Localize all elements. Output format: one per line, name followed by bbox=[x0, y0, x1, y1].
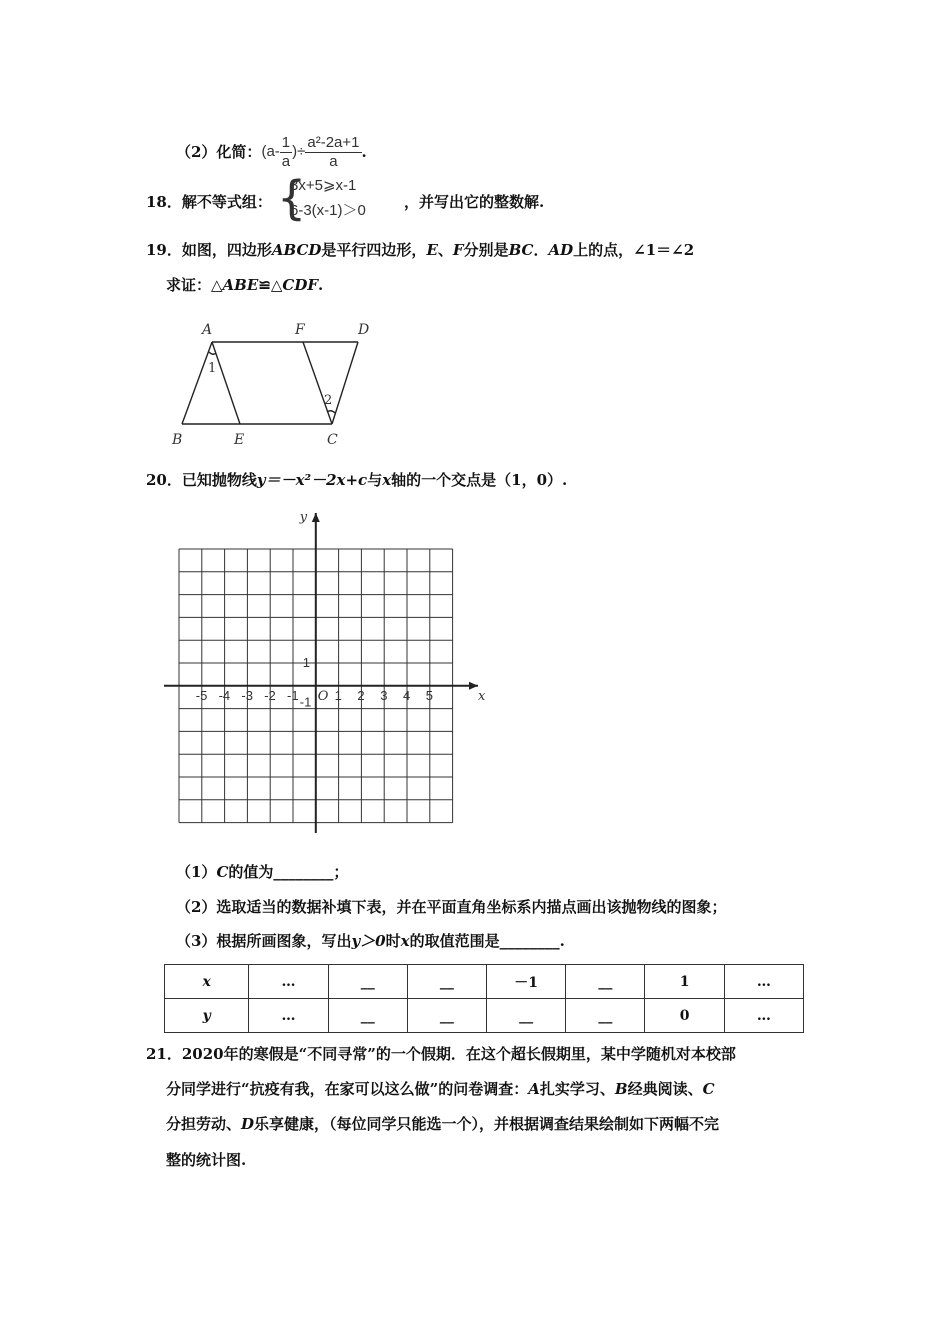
table-row-y bbox=[165, 999, 804, 1033]
q19-line-1 bbox=[146, 240, 694, 260]
q19-f: F bbox=[452, 241, 464, 259]
q21-text-c: 经典阅读、 bbox=[627, 1080, 703, 1098]
table-cell: … bbox=[249, 965, 328, 999]
x-tick-label: 4 bbox=[403, 687, 411, 703]
x-tick-label: -2 bbox=[264, 687, 276, 703]
q19-text-a: 19．如图，四边形 bbox=[146, 241, 272, 259]
segment-ab bbox=[182, 342, 212, 424]
x-axis-arrow bbox=[469, 682, 478, 690]
q18-suffix: ，并写出它的整数解. bbox=[404, 193, 545, 211]
q21-option-b: B bbox=[614, 1080, 628, 1098]
coordinate-grid bbox=[160, 505, 500, 840]
q19-cdf: CDF bbox=[282, 276, 319, 294]
q19-ad: AD bbox=[548, 241, 574, 259]
table-cell: __ bbox=[487, 999, 566, 1033]
q17-expr-open: (a- bbox=[261, 143, 280, 160]
table-cell: … bbox=[724, 999, 803, 1033]
q17-part2-label: （2）化简： bbox=[176, 143, 262, 161]
q20-sub3 bbox=[176, 931, 565, 951]
x-tick-label: 1 bbox=[334, 687, 342, 703]
y-axis-arrow bbox=[312, 513, 320, 522]
q21-text-c2: 分担劳动、 bbox=[166, 1115, 242, 1133]
table-cell: __ bbox=[328, 999, 407, 1033]
parallelogram-figure bbox=[160, 312, 400, 452]
q19-abcd: ABCD bbox=[271, 241, 322, 259]
q20-equation: y＝－x²－2x+c bbox=[256, 471, 368, 489]
q20-sub1-text: 的值为________； bbox=[228, 863, 349, 881]
q19-text-b: 是平行四边形， bbox=[321, 241, 427, 259]
table-cell: … bbox=[724, 965, 803, 999]
label-e: E bbox=[234, 432, 245, 448]
q21-option-c: C bbox=[702, 1080, 715, 1098]
table-cell: __ bbox=[328, 965, 407, 999]
q20-sub2: （2）选取适当的数据补填下表，并在平面直角坐标系内描点画出该抛物线的图象； bbox=[176, 898, 727, 916]
q20-axis: x bbox=[382, 471, 392, 489]
q21-line-1: 21．2020年的寒假是“不同寻常”的一个假期．在这个超长假期里，某中学随机对本校部 bbox=[146, 1045, 736, 1063]
q21-line-2 bbox=[166, 1079, 715, 1099]
q21-text-a: 分同学进行“抗疫有我，在家可以这么做”的问卷调查： bbox=[166, 1080, 529, 1098]
segment-ae bbox=[212, 342, 240, 424]
q20-prefix: 20．已知抛物线 bbox=[146, 471, 257, 489]
table-cell: __ bbox=[407, 965, 486, 999]
label-d: D bbox=[358, 322, 370, 338]
x-tick-label: 5 bbox=[425, 687, 434, 703]
label-c: C bbox=[327, 432, 338, 448]
label-b: B bbox=[172, 432, 183, 448]
table-cell: … bbox=[249, 999, 328, 1033]
y-tick-label: -1 bbox=[299, 694, 312, 710]
table-cell: y bbox=[165, 999, 249, 1033]
q21-line-3 bbox=[166, 1114, 719, 1134]
q17-part2 bbox=[176, 132, 367, 172]
x-tick-label: -5 bbox=[195, 687, 208, 703]
angle-label-1: 1 bbox=[208, 361, 217, 376]
x-tick-label: 2 bbox=[357, 687, 365, 703]
x-tick-label: 3 bbox=[380, 687, 388, 703]
q20-sub3-text-c: 的取值范围是________. bbox=[409, 932, 565, 950]
q21-text-d: 乐享健康，（每位同学只能选一个），并根据调查结果绘制如下两幅不完 bbox=[254, 1115, 720, 1133]
table-cell: __ bbox=[566, 965, 645, 999]
table-cell: －1 bbox=[487, 965, 566, 999]
q19-abe: ABE bbox=[222, 276, 259, 294]
q20-middle: 与 bbox=[367, 471, 383, 489]
x-axis-label: x bbox=[478, 688, 486, 704]
q21-option-a: A bbox=[528, 1080, 540, 1098]
table-cell: x bbox=[165, 965, 249, 999]
label-f: F bbox=[295, 322, 305, 338]
q20-statement bbox=[146, 470, 567, 490]
q20-sub1-number: （1） bbox=[176, 863, 217, 881]
q21-option-d: D bbox=[241, 1115, 255, 1133]
table-cell: __ bbox=[566, 999, 645, 1033]
y-tick-label: 1 bbox=[302, 655, 311, 670]
table-cell: 0 bbox=[645, 999, 724, 1033]
q19-text-d: 上的点，∠1＝∠2 bbox=[573, 241, 695, 259]
y-axis-label: y bbox=[299, 510, 308, 525]
table-row-x bbox=[165, 965, 804, 999]
q17-fraction-2 bbox=[305, 134, 361, 171]
x-tick-label: -3 bbox=[241, 687, 253, 703]
q19-end: . bbox=[318, 276, 324, 294]
q20-sub1-c: C bbox=[216, 863, 229, 881]
q19-e: E bbox=[426, 241, 438, 259]
table-cell: __ bbox=[407, 999, 486, 1033]
q18-inequality-2: 6-3(x-1)＞0 bbox=[290, 202, 366, 219]
q18-brace: { bbox=[277, 171, 307, 225]
value-table bbox=[164, 964, 804, 1033]
q19-line-2 bbox=[166, 275, 323, 295]
q21-line-4: 整的统计图. bbox=[166, 1151, 247, 1169]
q20-sub3-text-a: （3）根据所画图象，写出 bbox=[176, 932, 352, 950]
q20-sub3-text-b: 时 bbox=[385, 932, 401, 950]
label-a: A bbox=[202, 322, 213, 338]
q19-prove-label: 求证：△ bbox=[166, 276, 223, 294]
q17-expr-close: )÷ bbox=[292, 143, 306, 160]
q17-fraction-2-numerator: a²-2a+1 bbox=[307, 133, 360, 151]
q17-fraction-1 bbox=[280, 134, 292, 171]
q20-sub3-y: y＞0 bbox=[351, 932, 386, 950]
q19-text-c: 分别是 bbox=[463, 241, 509, 259]
segment-dc bbox=[332, 342, 358, 424]
q17-end: . bbox=[361, 143, 367, 161]
table-cell: 1 bbox=[645, 965, 724, 999]
q17-fraction-1-denominator: a bbox=[281, 152, 291, 170]
q19-sep: 、 bbox=[437, 241, 453, 259]
q21-text-b: 扎实学习、 bbox=[539, 1080, 615, 1098]
q18-inequality-1: 3x+5⩾x-1 bbox=[290, 177, 357, 194]
q18-number: 18．解不等式组： bbox=[146, 193, 272, 211]
origin-label: O bbox=[317, 688, 329, 704]
q20-suffix: 轴的一个交点是（1，0）. bbox=[391, 471, 568, 489]
x-tick-label: -1 bbox=[287, 687, 299, 703]
q17-fraction-1-numerator: 1 bbox=[281, 133, 291, 151]
x-tick-label: -4 bbox=[218, 687, 231, 703]
q19-congruent: ≌△ bbox=[258, 276, 283, 294]
angle-label-2: 2 bbox=[324, 393, 333, 408]
q20-sub1 bbox=[176, 862, 348, 882]
q17-fraction-2-denominator: a bbox=[329, 152, 338, 170]
q19-dot: ． bbox=[533, 241, 549, 259]
q20-sub3-x: x bbox=[400, 932, 410, 950]
q19-bc: BC bbox=[508, 241, 534, 259]
